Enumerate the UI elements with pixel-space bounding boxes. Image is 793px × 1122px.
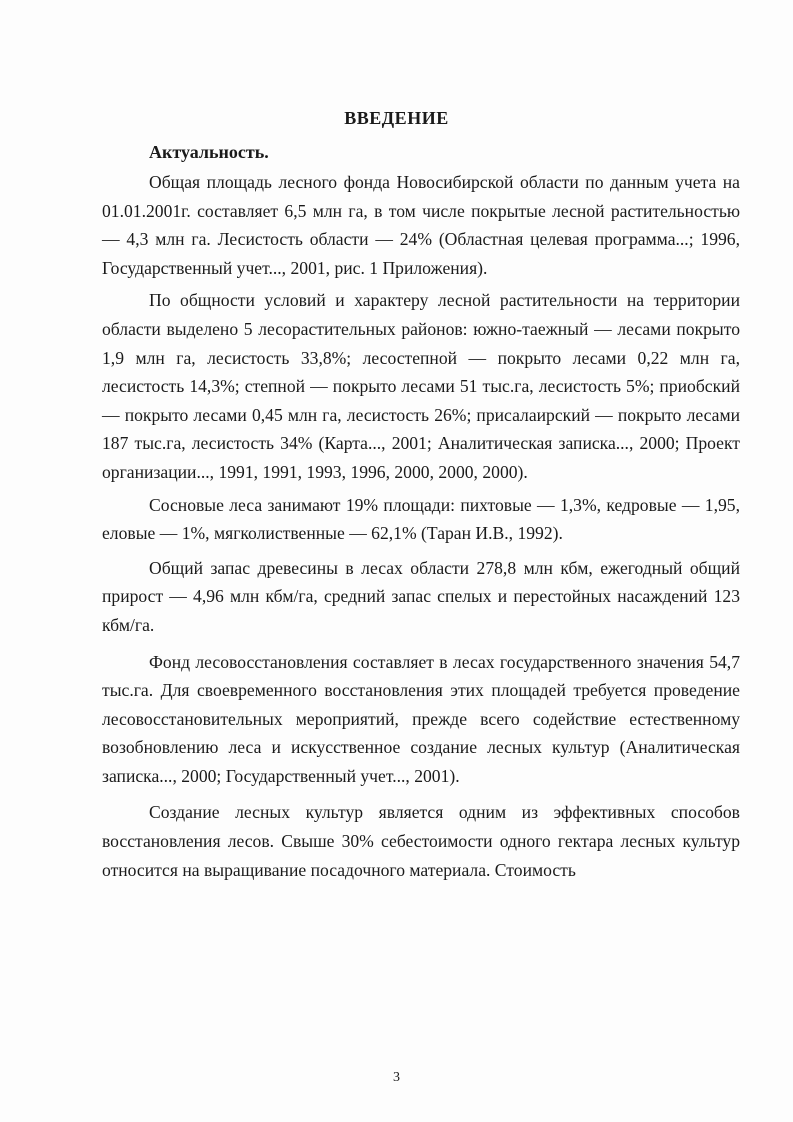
paragraph-forest-composition: Сосновые леса занимают 19% площади: пихтовые — 1,3%, кедровые — 1,95, еловые — 1%, мягколиственные — 62,1% (Таран И.В., 1992). <box>102 494 740 544</box>
page-title: ВВЕДЕНИЕ <box>344 108 449 128</box>
paragraph-reforestation-fund: Фонд лесовосстановления составляет в лесах государственного значения 54,7 тыс.га. Для своевременного восстановления этих площадей требуется проведение лесовосстановительных мероприятий, прежде всего содействие естественному возобновлению леса и искусственное создание лесных культур (Аналитическая записка..., 2000; Государственный учет..., 2001). <box>102 651 740 786</box>
paragraph-timber-stock: Общий запас древесины в лесах области 278,8 млн кбм, ежегодный общий прирост — 4,96 млн кбм/га, средний запас спелых и перестойных насаждений 123 кбм/га. <box>102 557 740 635</box>
paragraph-forest-area: Общая площадь лесного фонда Новосибирской области по данным учета на 01.01.2001г. составляет 6,5 млн га, в том числе покрытые лесной растительностью — 4,3 млн га. Лесистость области — 24% (Областная целевая программа...; 1996, Государственный учет..., 2001, рис. 1 Приложения). <box>102 172 740 278</box>
page-number: 3 <box>393 1070 400 1085</box>
body-text <box>102 168 740 884</box>
paragraph-forest-cultures: Создание лесных культур является одним из эффективных способов восстановления лесов. Свыше 30% себестоимости одного гектара лесных культур относится на выращивание посадочного материала. Стоимость <box>102 802 740 880</box>
section-heading: Актуальность. <box>149 142 269 162</box>
paragraph-forest-regions: По общности условий и характеру лесной растительности на территории области выделено 5 лесорастительных районов: южно-таежный — лесами покрыто 1,9 млн га, лесистость 33,8%; лесостепной — покрыто лесами 0,22 млн га, лесистость 14,3%; степной — покрыто лесами 51 тыс.га, лесистость 5%; приобский — покрыто лесами 0,45 млн га, лесистость 26%; присалаирский — покрыто лесами 187 тыс.га, лесистость 34% (Карта..., 2001; Аналитическая записка..., 2000; Проект организации..., 1991, 1991, 1993, 1996, 2000, 2000, 2000). <box>102 290 740 482</box>
